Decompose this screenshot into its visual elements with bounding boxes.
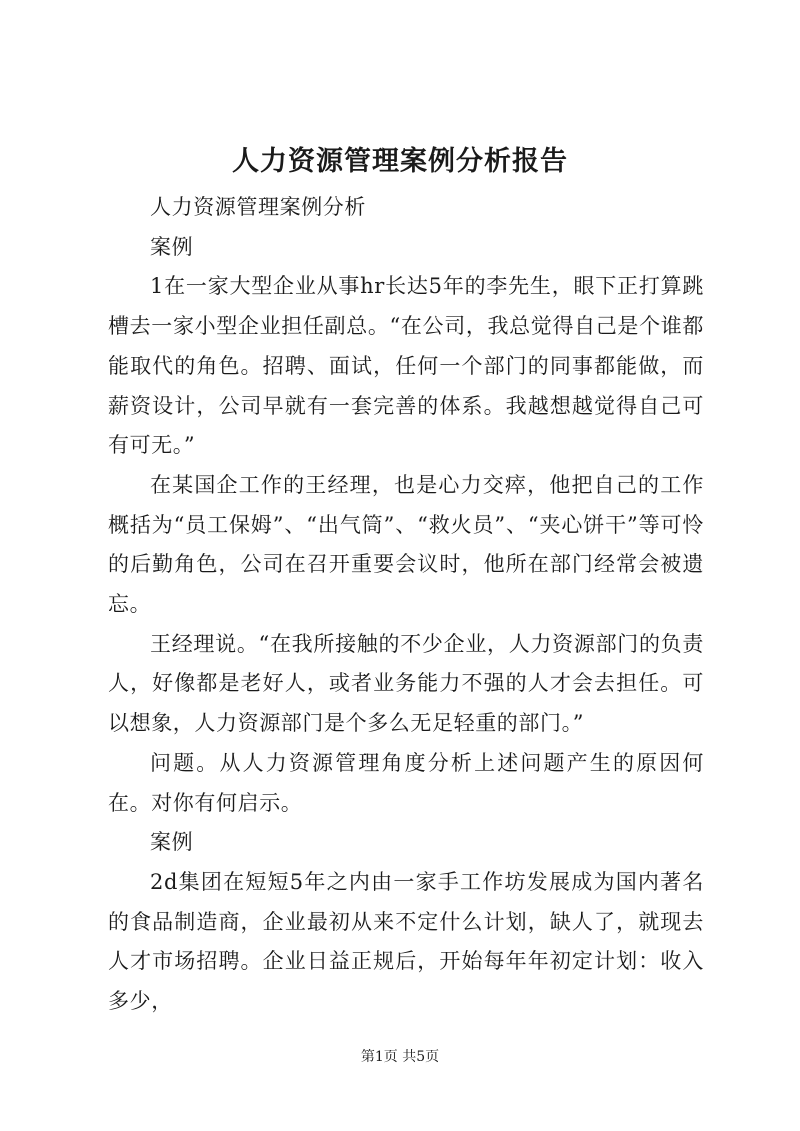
subtitle-paragraph: 人力资源管理案例分析 [150,195,366,219]
manager-wang-paragraph: 在某国企工作的王经理，也是心力交瘁，他把自己的工作概括为“员工保姆”、“出气筒”、“救火员”、“夹心饼干”等可怜的后勤角色，公司在召开重要会议时，他所在部门经常会被遗忘。 [108,472,704,617]
case-2-paragraph: 2d集团在短短5年之内由一家手工作坊发展成为国内著名的食品制造商，企业最初从来不定什么计划，缺人了，就现去人才市场招聘。企业日益正规后，开始每年年初定计划：收入多少， [108,869,704,1014]
case-heading-1: 案例 [150,234,194,259]
page-footer: 第1页 共5页 [360,1049,440,1065]
case-1-paragraph: 1在一家大型企业从事hr长达5年的李先生，眼下正打算跳槽去一家小型企业担任副总。“在公司，我总觉得自己是个谁都能取代的角色。招聘、面试，任何一个部门的同事都能做，而薪资设计，公司早就有一套完善的体系。我越想越觉得自己可有可无。” [108,274,704,458]
manager-wang-quote-paragraph: 王经理说。“在我所接触的不少企业，人力资源部门的负责人，好像都是老好人，或者业务能力不强的人才会去担任。可以想象，人力资源部门是个多么无足轻重的部门。” [108,631,704,736]
question-paragraph: 问题。从人力资源管理角度分析上述问题产生的原因何在。对你有何启示。 [108,750,704,815]
document-title: 人力资源管理案例分析报告 [232,146,568,177]
document-body [108,188,704,1022]
case-heading-2: 案例 [150,830,194,855]
